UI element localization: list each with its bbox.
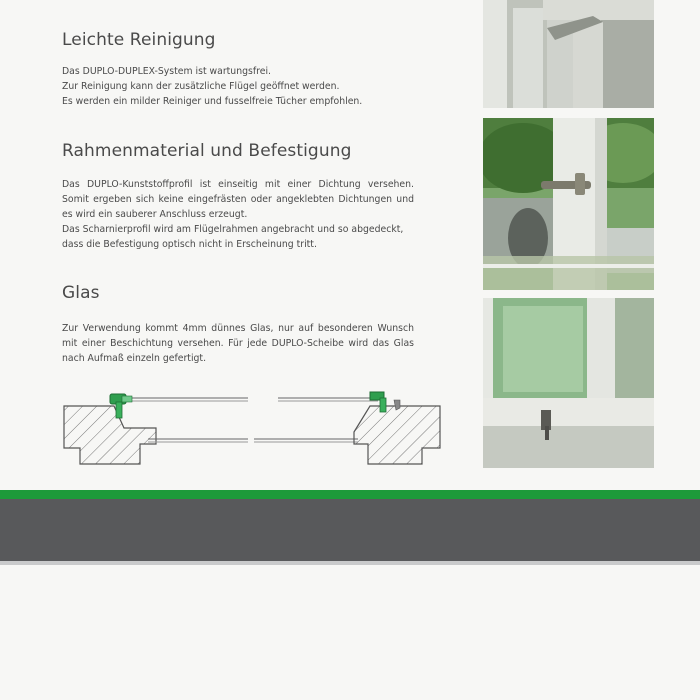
window-sill-latch-photo [483,298,654,468]
section-body-frame [62,177,414,252]
window-handle-garden-photo [483,118,654,290]
accent-green-band [0,490,700,499]
text-line: Das DUPLO-DUPLEX-System ist wartungsfrei. [62,66,271,77]
text-line: nach Aufmaß einzeln gefertigt. [62,353,207,364]
text-line: Das DUPLO-Kunststoffprofil ist einseitig mit einer Dichtung versehen. [62,179,414,190]
text-line: Das Scharnierprofil wird am Flügelrahmen angebracht und so abgedeckt, [62,224,404,235]
section-body-cleaning [62,64,452,109]
footer-light-stripe [0,561,700,565]
text-line: Zur Verwendung kommt 4mm dünnes Glas, nur auf besonderen Wunsch [62,323,414,334]
left-frame-section [64,406,156,464]
profile-cross-section-diagram [58,388,448,468]
section-title-frame: Rahmenmaterial und Befestigung [62,141,352,161]
section-title-glass: Glas [62,283,100,303]
section-glass [62,283,452,366]
section-title-cleaning: Leichte Reinigung [62,30,216,50]
right-frame-section [354,406,440,464]
text-line: dass die Befestigung optisch nicht in Erscheinung tritt. [62,239,317,250]
section-body-glass [62,321,414,366]
window-frame-detail-photo [483,0,654,108]
text-line: es wird ein sauberer Anschluss erzeugt. [62,209,248,220]
section-cleaning [62,30,452,109]
text-line: Zur Reinigung kann der zusätzliche Flügel geöffnet werden. [62,81,340,92]
footer-gray-band [0,499,700,561]
text-line: Somit ergeben sich keine eingefrästen oder angeklebten Dichtungen und [62,194,414,205]
section-frame [62,141,452,252]
text-line: mit einer Beschichtung versehen. Für jede DUPLO-Scheibe wird das Glas [62,338,414,349]
text-line: Es werden ein milder Reiniger und fusselfreie Tücher empfohlen. [62,96,363,107]
